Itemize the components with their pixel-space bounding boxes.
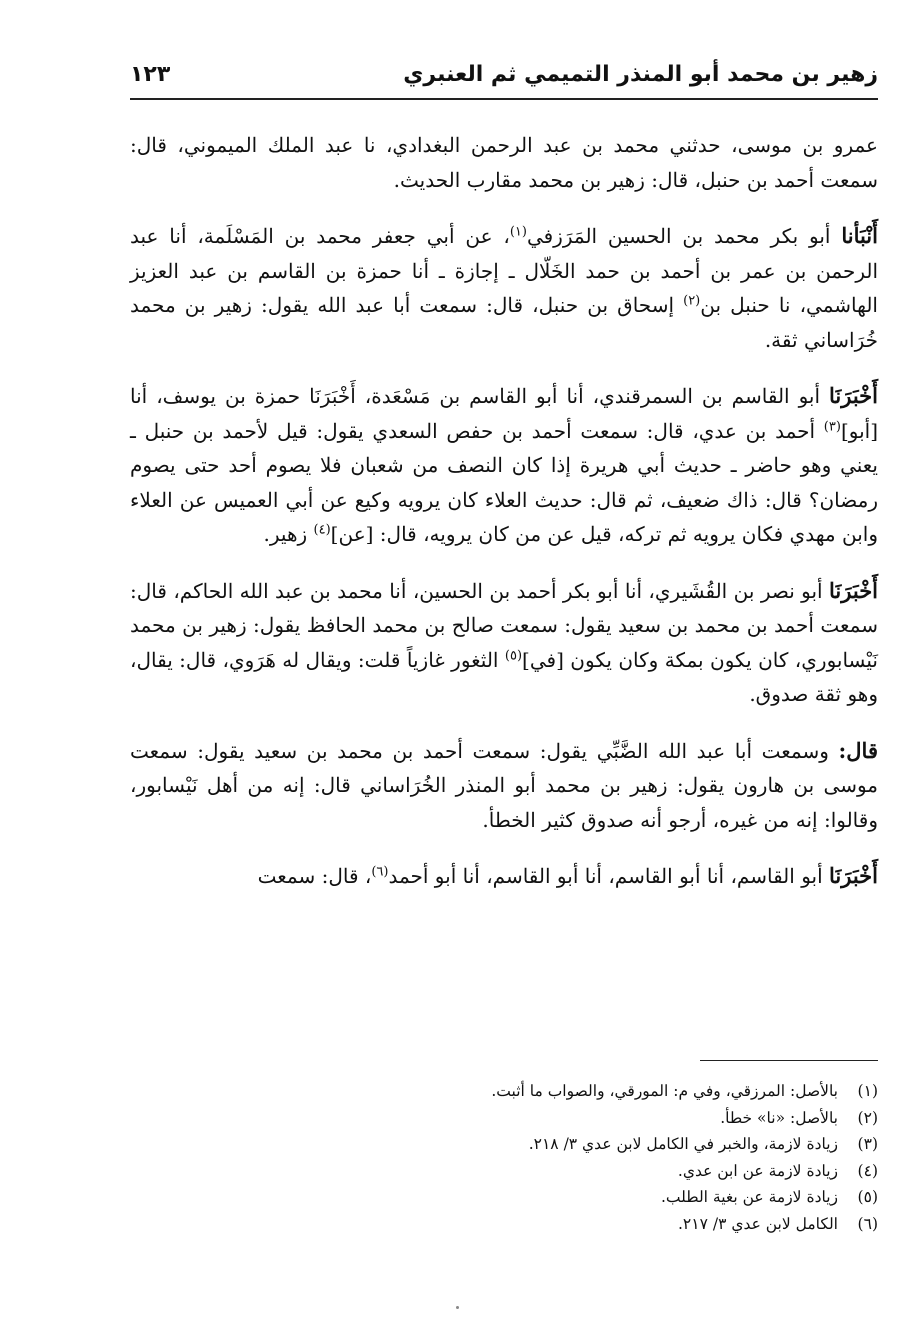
footnote-ref[interactable]: (٢): [683, 293, 701, 309]
lead-word: أَخْبَرَنَا: [829, 383, 878, 408]
main-text: [130, 128, 878, 916]
footnote-item: [130, 1158, 878, 1185]
footnote-item: [130, 1184, 878, 1211]
page-number: ١٢٣: [130, 62, 171, 87]
footnote-text: زيادة لازمة، والخبر في الكامل لابن عدي ٣/ ٢١٨.: [528, 1135, 838, 1153]
text-segment: أبو القاسم، أنا أبو القاسم، أنا أبو القاسم، أنا أبو أحمد: [388, 864, 830, 888]
lead-word: أَخْبَرَنَا: [829, 863, 878, 888]
paragraph-4: [130, 574, 878, 712]
lead-word: أَخْبَرَنَا: [829, 577, 879, 603]
footnote-number: (٣): [857, 1135, 878, 1153]
lead-word: أَنْبَأنا: [841, 223, 878, 248]
running-title: زهير بن محمد أبو المنذر التميمي ثم العنبري: [403, 62, 878, 87]
footnote-text: زيادة لازمة عن ابن عدي.: [677, 1161, 838, 1180]
footnote-text: زيادة لازمة عن بغية الطلب.: [660, 1188, 838, 1206]
footnote-ref[interactable]: (٥): [504, 647, 523, 663]
text-segment: ، عن أبي جعفر محمد بن المَسْلَمة، أنا عبد الرحمن بن عمر بن أحمد بن حمد الخَلّال ـ إجازة ـ أنا حمزة بن القاسم بن عبد العزيز الهاشمي، نا حنبل بن: [130, 224, 878, 317]
text-segment: أحمد بن عدي، قال: سمعت أحمد بن حفص السعدي يقول: قيل لأحمد بن حنبل ـ يعني وهو حاضر ـ حديث أبي هريرة إذا كان النصف من شعبان فلا يصوم أحد حتى يصوم رمضان؟ قال: ذاك ضعيف، ثم قال: حديث العلاء كان يرويه وكيع عن أبي العميس عن العلاء وابن مهدي فكان يرويه ثم تركه، قيل عن من كان يرويه، قال: [عن]: [130, 418, 878, 546]
page-header: [130, 58, 878, 100]
footnote-text: الكامل لابن عدي ٣/ ٢١٧.: [677, 1214, 838, 1233]
text-segment: إسحاق بن حنبل، قال: سمعت أبا عبد الله يقول: زهير بن محمد خُرَاساني ثقة.: [130, 293, 878, 352]
footnote-ref[interactable]: (١): [509, 224, 527, 240]
footnote-item: [130, 1131, 878, 1158]
footnote-ref[interactable]: (٦): [371, 864, 389, 880]
text-segment: عمرو بن موسى، حدثني محمد بن عبد الرحمن البغدادي، نا عبد الملك الميموني، قال: سمعت أحمد بن حنبل، قال: زهير بن محمد مقارب الحديث.: [130, 133, 878, 192]
paragraph-5: [130, 734, 878, 838]
text-segment: وسمعت أبا عبد الله الضَّبِّي يقول: سمعت أحمد بن محمد بن سعيد يقول: سمعت موسى بن هارون يقول: زهير بن محمد أبو المنذر الخُرَاساني قال: إنه من أهل نَيْسابور، وقالوا: إنه من غيره، أرجو أنه صدوق كثير الخطأ.: [130, 738, 878, 832]
footnote-number: (٥): [857, 1188, 878, 1206]
paragraph-6: [130, 859, 878, 894]
footnote-text: بالأصل: «نا» خطأ.: [720, 1108, 838, 1127]
footnote-number: (٤): [857, 1161, 878, 1180]
text-segment: أبو بكر محمد بن الحسين المَرَزفي: [526, 224, 842, 248]
footnote-item: [130, 1211, 878, 1238]
text-segment: أبو القاسم بن السمرقندي، أنا أبو القاسم بن مَسْعَدة، أَخْبَرَنَا حمزة بن يوسف، أنا [أبو]: [130, 384, 878, 443]
scan-speck: [456, 1306, 459, 1309]
text-segment: ، قال: سمعت: [257, 864, 372, 888]
footnote-item: [130, 1105, 878, 1132]
text-segment: أبو نصر بن القُشَيري، أنا أبو بكر أحمد بن الحسين، أنا محمد بن عبد الله الحاكم، قال: سمعت أحمد بن محمد بن سعيد يقول: سمعت صالح بن محمد الحافظ يقول: زهير بن محمد نَيْسابوري، كان يكون بمكة وكان يكون [في]: [130, 578, 879, 672]
footnote-number: (٢): [857, 1108, 878, 1127]
footnote-ref[interactable]: (٤): [313, 522, 331, 538]
footnote-number: (٦): [857, 1214, 878, 1233]
footnote-number: (١): [857, 1082, 878, 1100]
paragraph-1: [130, 128, 878, 197]
footnotes-list: [130, 1078, 878, 1237]
paragraph-2: [130, 219, 878, 357]
lead-word: قال:: [838, 737, 878, 763]
footnote-item: [130, 1078, 878, 1105]
footnote-text: بالأصل: المرزقي، وفي م: المورقي، والصواب ما أثبت.: [491, 1082, 838, 1100]
text-segment: زهير.: [263, 522, 314, 546]
footnote-divider: [700, 1060, 878, 1061]
text-segment: الثغور غازياً قلت: ويقال له هَرَوي، قال: يقال، وهو ثقة صدوق.: [130, 647, 878, 706]
footnote-ref[interactable]: (٣): [823, 418, 841, 434]
paragraph-3: [130, 379, 878, 552]
